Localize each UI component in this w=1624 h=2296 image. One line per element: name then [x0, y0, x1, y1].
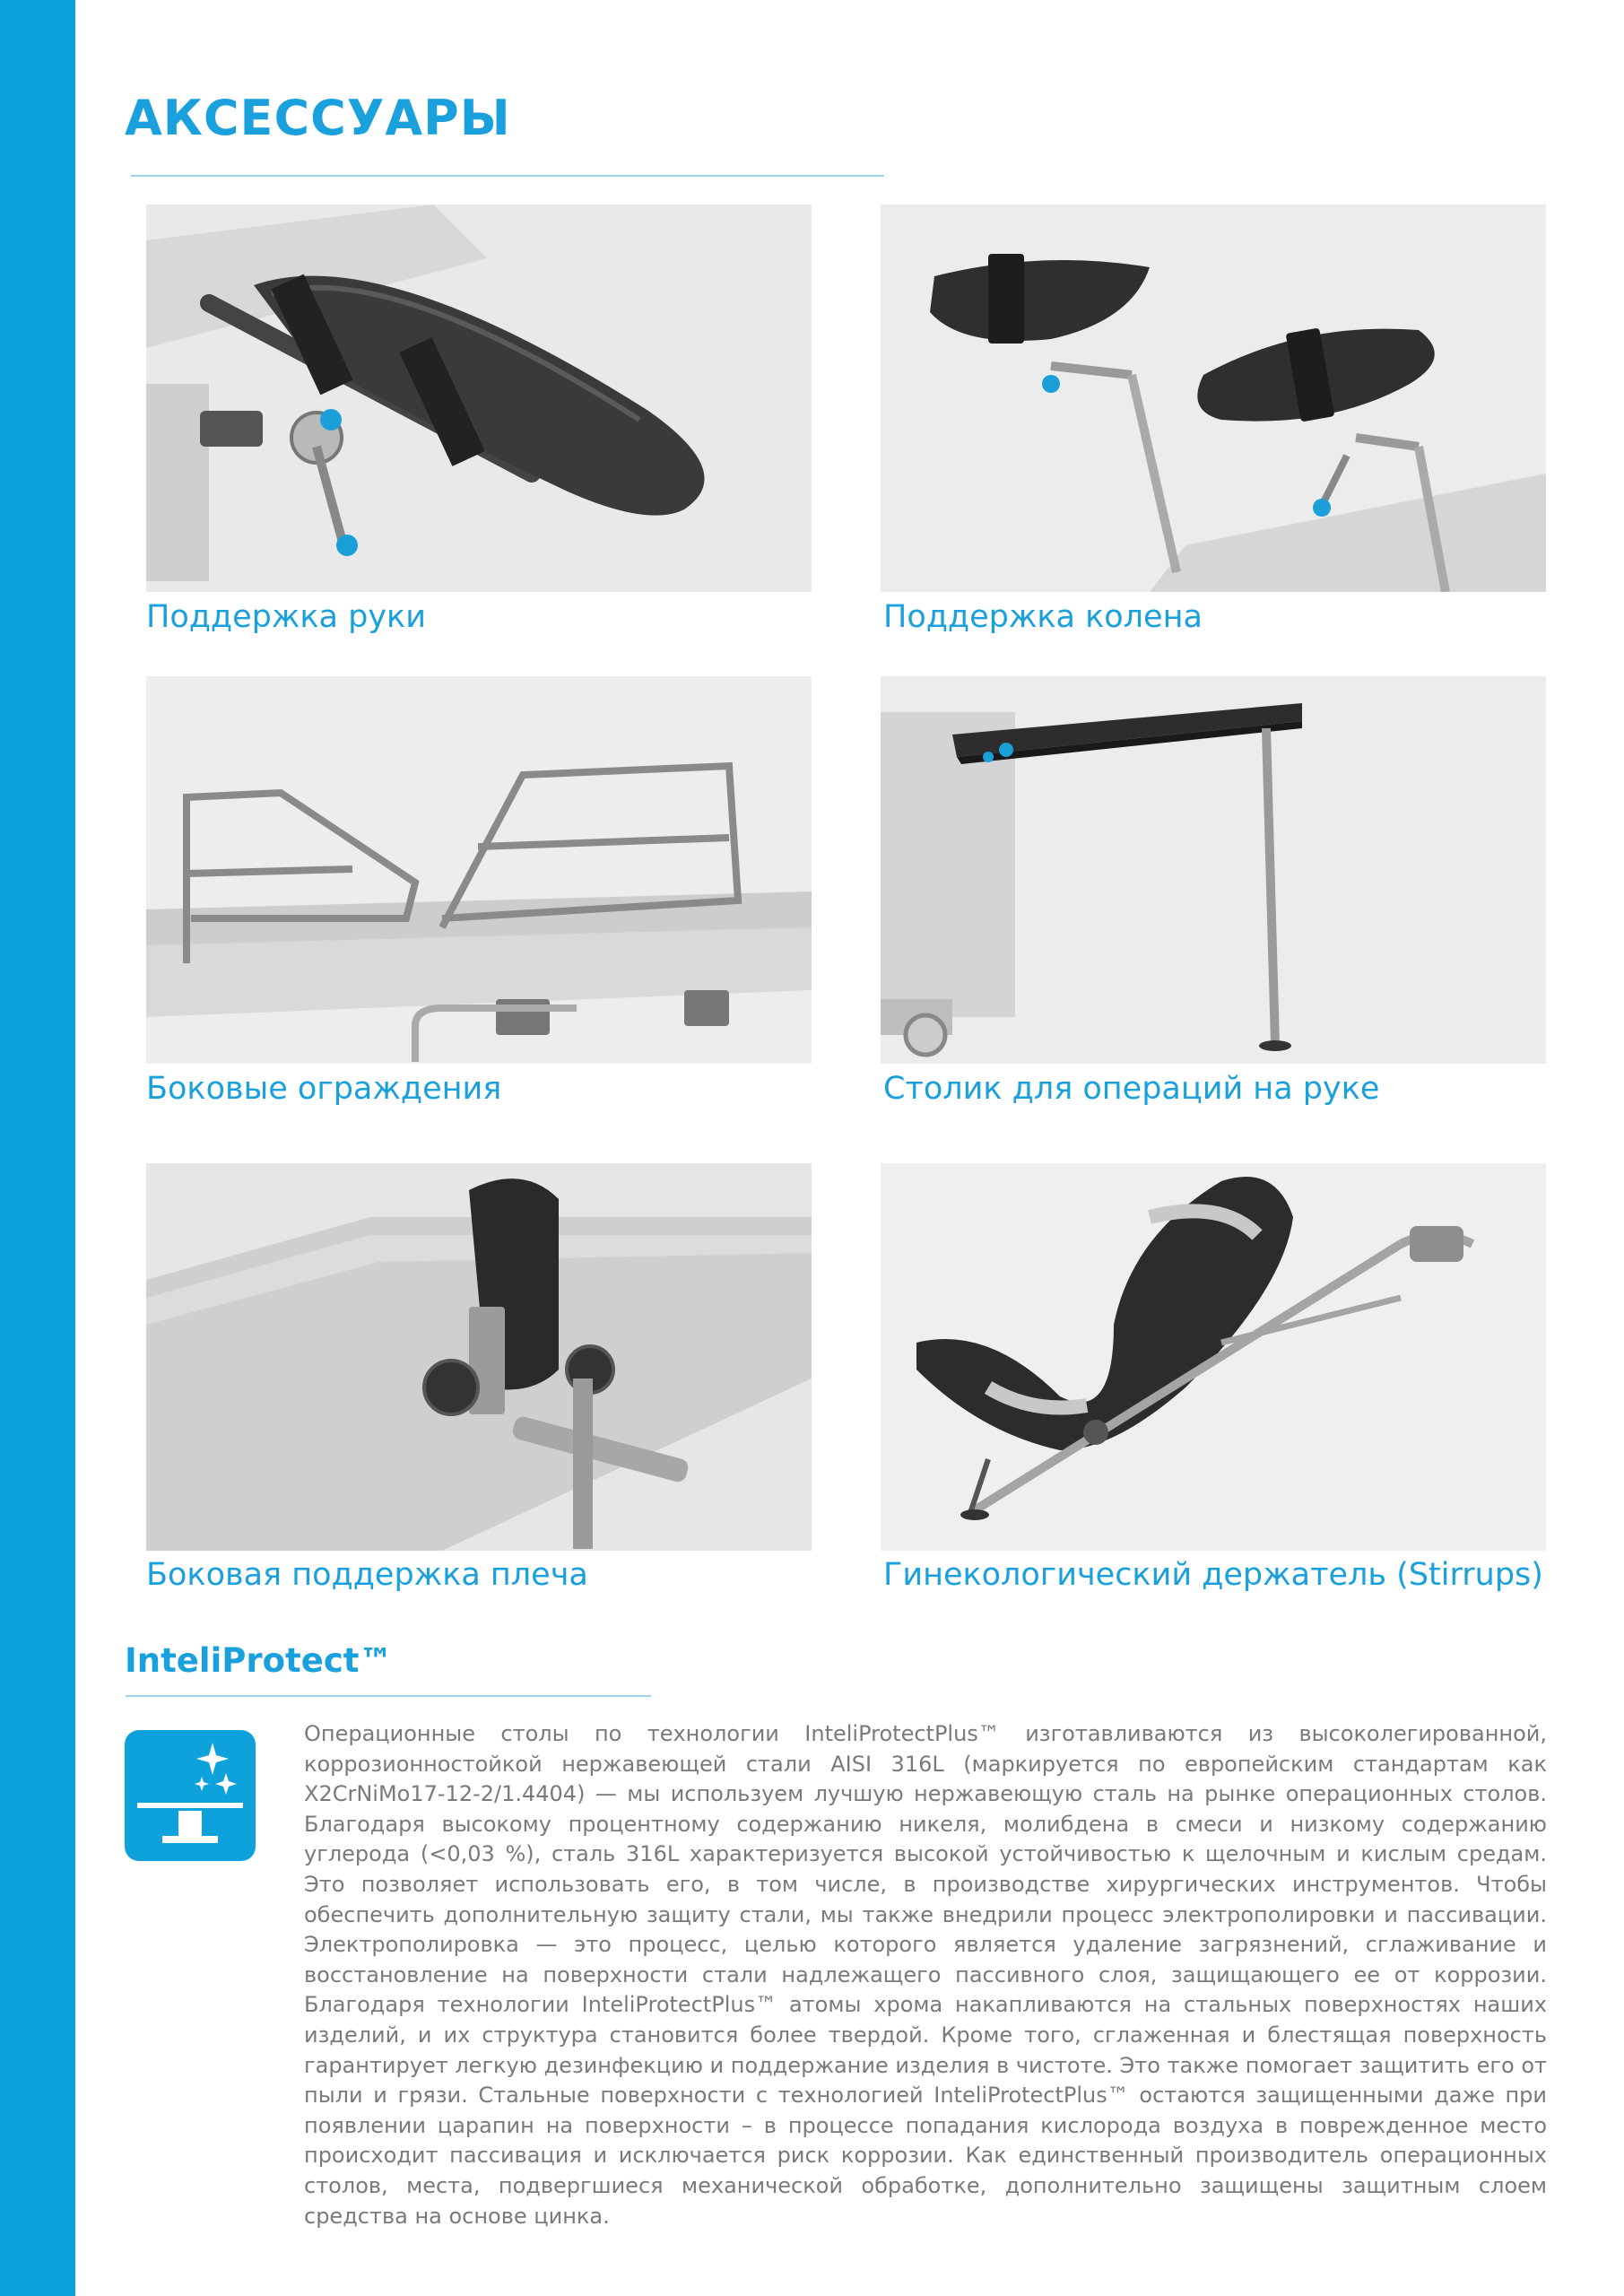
accessory-caption: Поддержка колена	[883, 599, 1203, 635]
stirrups-photo	[881, 1163, 1546, 1551]
arm-support-photo	[146, 204, 812, 592]
sparkle-table-icon	[125, 1730, 256, 1861]
shoulder-support-photo	[146, 1163, 812, 1551]
inteliprotect-description: Операционные столы по технологии InteliProtectPlus™ изготавливаются из высоколегированной, коррозионностойкой нержавеющей стали AISI 316L (маркируется по европейским стандартам как X2CrNiMo17-12-2/1.4404) — мы используем лучшую нержавеющую сталь на рынке операционных столов. Благодаря высокому процентному содержанию никеля, молибдена в смеси и низкому содержанию углерода (<0,03 %), сталь 316L характеризуется высокой устойчивостью к щелочным и кислым средам. Это позволяет использовать его, в том числе, в производстве хирургических инструментов. Чтобы обеспечить дополнительную защиту стали, мы также внедрили процесс электрополировки и пассивации. Электрополировка — это процесс, целью которого является удаление загрязнений, сглаживание и восстановление на поверхности стали надлежащего пассивного слоя, защищающего ее от коррозии. Благодаря технологии InteliProtectPlus™ атомы хрома накапливаются на стальных поверхностях наших изделий, и их структура становится более твердой. Кроме того, сглаженная и блестящая поверхность гарантирует легкую дезинфекцию и поддержание изделия в чистоте. Это также помогает защитить его от пыли и грязи. Стальные поверхности с технологией InteliProtectPlus™ остаются защищенными даже при появлении царапин на поверхности – в процессе попадания кислорода воздуха в поврежденное место происходит пассивация и исключается риск коррозии. Как единственный производитель операционных столов, места, подвергшиеся механической обработке, дополнительно защищены защитным слоем средства на основе цинка.	[304, 1721, 1547, 2229]
accessory-caption: Гинекологический держатель (Stirrups)	[883, 1557, 1543, 1593]
accessory-caption: Боковая поддержка плеча	[146, 1557, 588, 1593]
side-rails-photo	[146, 676, 812, 1064]
section-title: InteliProtect™	[125, 1641, 393, 1680]
accessory-caption: Поддержка руки	[146, 599, 426, 635]
page-title: АКСЕССУАРЫ	[125, 90, 511, 146]
knee-support-photo	[881, 204, 1546, 592]
accessory-caption: Боковые ограждения	[146, 1071, 502, 1107]
accessory-caption: Столик для операций на руке	[883, 1071, 1380, 1107]
section-divider	[126, 1695, 651, 1697]
title-divider	[131, 175, 884, 177]
hand-surgery-table-photo	[881, 676, 1546, 1064]
side-accent-bar	[0, 0, 75, 2296]
